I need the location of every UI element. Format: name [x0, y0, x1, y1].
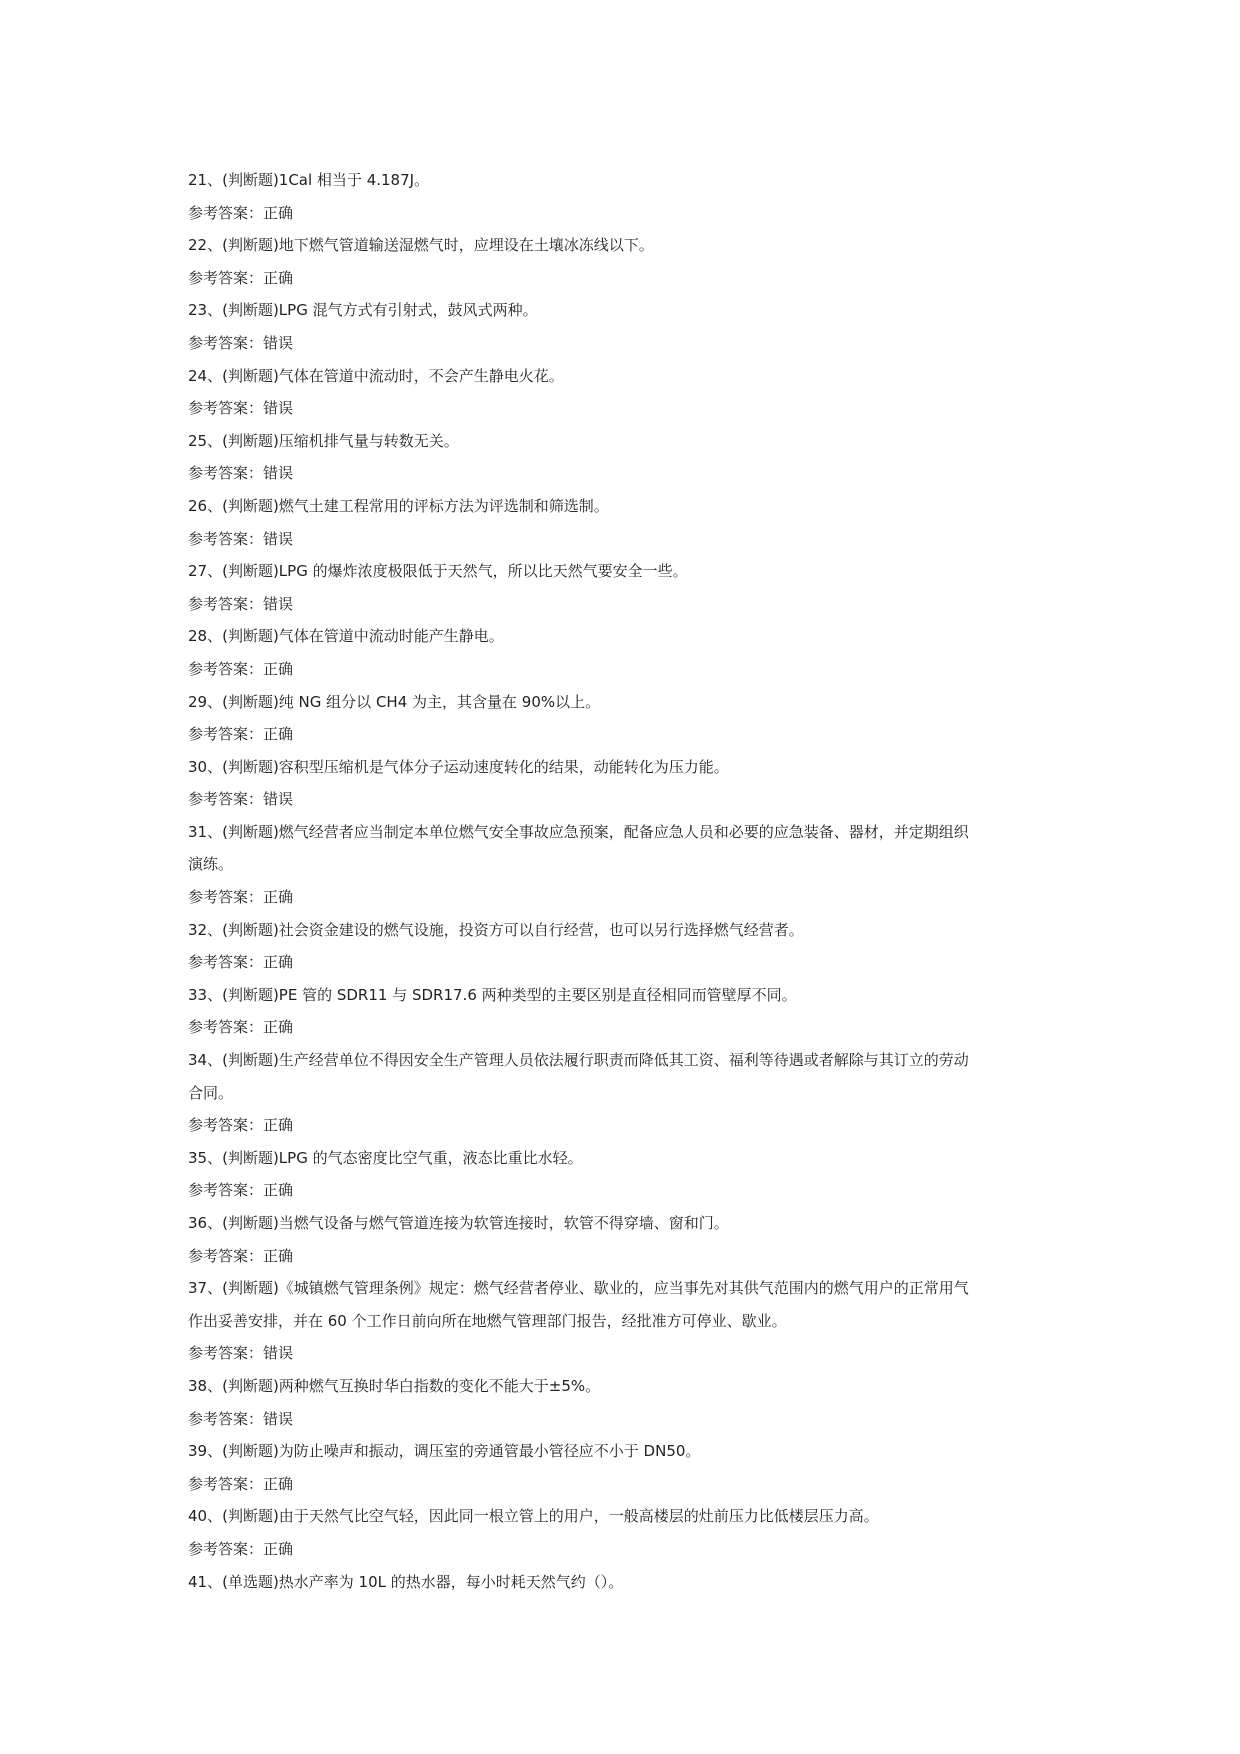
- question-text-continued: 合同。: [188, 1083, 234, 1102]
- answer-text: 参考答案：错误: [188, 790, 294, 809]
- answer-text: 参考答案：错误: [188, 529, 294, 548]
- answer-text: 参考答案：正确: [188, 1181, 294, 1200]
- question-text: 31、(判断题)燃气经营者应当制定本单位燃气安全事故应急预案，配备应急人员和必要的应急装备、器材，并定期组织: [188, 822, 969, 841]
- question-text: 25、(判断题)压缩机排气量与转数无关。: [188, 431, 459, 450]
- answer-text: 参考答案：正确: [188, 268, 294, 287]
- question-text: 23、(判断题)LPG 混气方式有引射式，鼓风式两种。: [188, 301, 538, 320]
- question-text: 32、(判断题)社会资金建设的燃气设施，投资方可以自行经营，也可以另行选择燃气经营者。: [188, 920, 804, 939]
- question-text: 24、(判断题)气体在管道中流动时，不会产生静电火花。: [188, 366, 564, 385]
- question-text: 34、(判断题)生产经营单位不得因安全生产管理人员依法履行职责而降低其工资、福利等待遇或者解除与其订立的劳动: [188, 1051, 969, 1070]
- question-text: 35、(判断题)LPG 的气态密度比空气重，液态比重比水轻。: [188, 1148, 583, 1167]
- question-text: 28、(判断题)气体在管道中流动时能产生静电。: [188, 627, 504, 646]
- answer-text: 参考答案：错误: [188, 1409, 294, 1428]
- answer-text: 参考答案：正确: [188, 953, 294, 972]
- question-text: 41、(单选题)热水产率为 10L 的热水器，每小时耗天然气约（）。: [188, 1572, 624, 1591]
- answer-text: 参考答案：正确: [188, 1246, 294, 1265]
- question-text-continued: 演练。: [188, 855, 234, 874]
- answer-text: 参考答案：错误: [188, 464, 294, 483]
- answer-text: 参考答案：错误: [188, 594, 294, 613]
- question-text: 40、(判断题)由于天然气比空气轻，因此同一根立管上的用户，一般高楼层的灶前压力比低楼层压力高。: [188, 1507, 879, 1526]
- answer-text: 参考答案：正确: [188, 203, 294, 222]
- answer-text: 参考答案：错误: [188, 333, 294, 352]
- question-text: 22、(判断题)地下燃气管道输送湿燃气时，应埋设在土壤冰冻线以下。: [188, 236, 654, 255]
- answer-text: 参考答案：错误: [188, 399, 294, 418]
- answer-text: 参考答案：错误: [188, 1344, 294, 1363]
- question-text: 36、(判断题)当燃气设备与燃气管道连接为软管连接时，软管不得穿墙、窗和门。: [188, 1214, 729, 1232]
- answer-text: 参考答案：正确: [188, 725, 294, 744]
- question-text: 21、(判断题)1Cal 相当于 4.187J。: [188, 171, 430, 189]
- document-page: [188, 164, 1068, 1598]
- question-text-continued: 作出妥善安排，并在 60 个工作日前向所在地燃气管理部门报告，经批准方可停业、歇业。: [188, 1311, 787, 1330]
- question-text: 30、(判断题)容积型压缩机是气体分子运动速度转化的结果，动能转化为压力能。: [188, 757, 729, 776]
- answer-text: 参考答案：正确: [188, 1018, 294, 1037]
- question-text: 26、(判断题)燃气土建工程常用的评标方法为评选制和筛选制。: [188, 496, 609, 515]
- question-text: 27、(判断题)LPG 的爆炸浓度极限低于天然气，所以比天然气要安全一些。: [188, 562, 688, 581]
- question-text: 38、(判断题)两种燃气互换时华白指数的变化不能大于±5%。: [188, 1376, 601, 1395]
- question-text: 33、(判断题)PE 管的 SDR11 与 SDR17.6 两种类型的主要区别是直径相同而管壁厚不同。: [188, 985, 797, 1004]
- answer-text: 参考答案：正确: [188, 659, 294, 678]
- answer-text: 参考答案：正确: [188, 1474, 294, 1493]
- answer-text: 参考答案：正确: [188, 888, 294, 907]
- question-text: 37、(判断题)《城镇燃气管理条例》规定：燃气经营者停业、歇业的，应当事先对其供气范围内的燃气用户的正常用气: [188, 1279, 969, 1298]
- answer-text: 参考答案：正确: [188, 1116, 294, 1135]
- question-text: 29、(判断题)纯 NG 组分以 CH4 为主，其含量在 90%以上。: [188, 692, 601, 711]
- answer-text: 参考答案：正确: [188, 1539, 294, 1558]
- question-text: 39、(判断题)为防止噪声和振动，调压室的旁通管最小管径应不小于 DN50。: [188, 1442, 701, 1461]
